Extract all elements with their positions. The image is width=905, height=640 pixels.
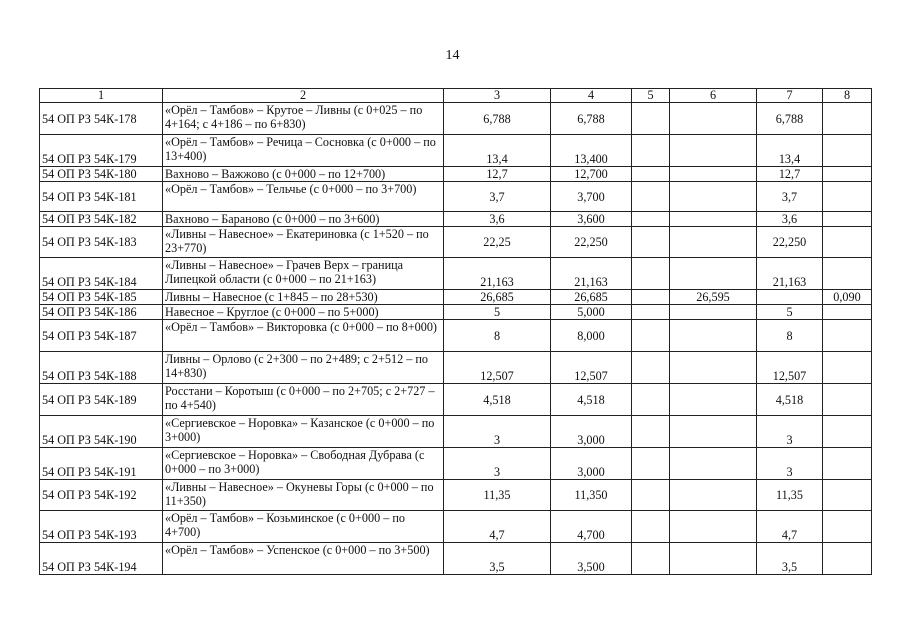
road-name-cell: Вахново – Важжово (с 0+000 – по 12+700) — [163, 167, 444, 182]
length-col7-cell — [757, 290, 823, 305]
length-col6-cell — [670, 384, 757, 416]
total-length-cell: 13,4 — [444, 135, 551, 167]
length-col8-cell — [823, 352, 872, 384]
length-col8-cell — [823, 416, 872, 448]
length-col8-cell — [823, 543, 872, 575]
total-length-cell: 21,163 — [444, 258, 551, 290]
table-row — [40, 167, 872, 182]
length-col7-cell: 4,7 — [757, 511, 823, 543]
length-col6-cell — [670, 182, 757, 212]
length-col5-cell — [632, 103, 670, 135]
length-col8-cell — [823, 448, 872, 480]
road-name-cell: «Сергиевское – Норовка» – Казанское (с 0+000 – по 3+000) — [163, 416, 444, 448]
column-number: 4 — [551, 89, 632, 103]
length-col5-cell — [632, 182, 670, 212]
length-col7-cell: 3,7 — [757, 182, 823, 212]
length-col7-cell: 6,788 — [757, 103, 823, 135]
table-row — [40, 305, 872, 320]
road-id-cell: 54 ОП РЗ 54К-178 — [40, 103, 163, 135]
road-id-cell: 54 ОП РЗ 54К-193 — [40, 511, 163, 543]
length-col5-cell — [632, 212, 670, 227]
total-length-cell: 4,7 — [444, 511, 551, 543]
length-col6-cell — [670, 416, 757, 448]
total-length-cell: 22,25 — [444, 227, 551, 258]
road-id-cell: 54 ОП РЗ 54К-192 — [40, 480, 163, 511]
table-row — [40, 212, 872, 227]
length-col7-cell: 22,250 — [757, 227, 823, 258]
length-col4-cell: 6,788 — [551, 103, 632, 135]
table-row — [40, 511, 872, 543]
length-col5-cell — [632, 167, 670, 182]
length-col6-cell — [670, 103, 757, 135]
length-col5-cell — [632, 448, 670, 480]
column-number: 8 — [823, 89, 872, 103]
road-id-cell: 54 ОП РЗ 54К-184 — [40, 258, 163, 290]
length-col8-cell — [823, 227, 872, 258]
length-col6-cell — [670, 480, 757, 511]
road-name-cell: «Орёл – Тамбов» – Крутое – Ливны (с 0+025 – по 4+164; с 4+186 – по 6+830) — [163, 103, 444, 135]
road-id-cell: 54 ОП РЗ 54К-187 — [40, 320, 163, 352]
table-row — [40, 290, 872, 305]
table-row — [40, 103, 872, 135]
length-col7-cell: 3,5 — [757, 543, 823, 575]
column-number-row — [40, 89, 872, 103]
column-number: 5 — [632, 89, 670, 103]
length-col8-cell — [823, 320, 872, 352]
length-col6-cell — [670, 543, 757, 575]
length-col4-cell: 22,250 — [551, 227, 632, 258]
road-name-cell: «Сергиевское – Норовка» – Свободная Дубрава (с 0+000 – по 3+000) — [163, 448, 444, 480]
total-length-cell: 6,788 — [444, 103, 551, 135]
length-col5-cell — [632, 135, 670, 167]
table-row — [40, 480, 872, 511]
road-name-cell: «Ливны – Навесное» – Окуневы Горы (с 0+000 – по 11+350) — [163, 480, 444, 511]
road-name-cell: «Орёл – Тамбов» – Викторовка (с 0+000 – по 8+000) — [163, 320, 444, 352]
column-number: 3 — [444, 89, 551, 103]
length-col7-cell: 8 — [757, 320, 823, 352]
road-name-cell: Ливны – Орлово (с 2+300 – по 2+489; с 2+512 – по 14+830) — [163, 352, 444, 384]
road-name-cell: «Ливны – Навесное» – Грачев Верх – граница Липецкой области (с 0+000 – по 21+163) — [163, 258, 444, 290]
length-col6-cell — [670, 167, 757, 182]
road-id-cell: 54 ОП РЗ 54К-182 — [40, 212, 163, 227]
length-col8-cell — [823, 384, 872, 416]
length-col4-cell: 8,000 — [551, 320, 632, 352]
road-name-cell: «Орёл – Тамбов» – Успенское (с 0+000 – по 3+500) — [163, 543, 444, 575]
roads-table — [39, 88, 872, 575]
length-col8-cell — [823, 167, 872, 182]
table-row — [40, 320, 872, 352]
length-col5-cell — [632, 480, 670, 511]
length-col5-cell — [632, 384, 670, 416]
length-col7-cell: 21,163 — [757, 258, 823, 290]
length-col5-cell — [632, 416, 670, 448]
total-length-cell: 12,7 — [444, 167, 551, 182]
column-number: 2 — [163, 89, 444, 103]
length-col4-cell: 3,700 — [551, 182, 632, 212]
road-name-cell: Навесное – Круглое (с 0+000 – по 5+000) — [163, 305, 444, 320]
length-col8-cell — [823, 480, 872, 511]
length-col4-cell: 4,518 — [551, 384, 632, 416]
total-length-cell: 12,507 — [444, 352, 551, 384]
length-col7-cell: 4,518 — [757, 384, 823, 416]
road-id-cell: 54 ОП РЗ 54К-180 — [40, 167, 163, 182]
length-col5-cell — [632, 305, 670, 320]
total-length-cell: 5 — [444, 305, 551, 320]
table-row — [40, 448, 872, 480]
road-id-cell: 54 ОП РЗ 54К-183 — [40, 227, 163, 258]
total-length-cell: 11,35 — [444, 480, 551, 511]
length-col5-cell — [632, 543, 670, 575]
length-col5-cell — [632, 352, 670, 384]
total-length-cell: 3,5 — [444, 543, 551, 575]
table-row — [40, 258, 872, 290]
road-name-cell: «Орёл – Тамбов» – Речица – Сосновка (с 0+000 – по 13+400) — [163, 135, 444, 167]
total-length-cell: 3,6 — [444, 212, 551, 227]
length-col6-cell — [670, 258, 757, 290]
road-id-cell: 54 ОП РЗ 54К-191 — [40, 448, 163, 480]
length-col7-cell: 5 — [757, 305, 823, 320]
length-col6-cell — [670, 320, 757, 352]
table-row — [40, 352, 872, 384]
road-id-cell: 54 ОП РЗ 54К-181 — [40, 182, 163, 212]
length-col4-cell: 3,000 — [551, 416, 632, 448]
road-name-cell: «Ливны – Навесное» – Екатериновка (с 1+520 – по 23+770) — [163, 227, 444, 258]
total-length-cell: 3,7 — [444, 182, 551, 212]
length-col8-cell — [823, 511, 872, 543]
length-col4-cell: 5,000 — [551, 305, 632, 320]
length-col8-cell — [823, 212, 872, 227]
road-id-cell: 54 ОП РЗ 54К-186 — [40, 305, 163, 320]
table-row — [40, 135, 872, 167]
road-name-cell: «Орёл – Тамбов» – Тельчье (с 0+000 – по 3+700) — [163, 182, 444, 212]
length-col5-cell — [632, 258, 670, 290]
table-row — [40, 227, 872, 258]
length-col4-cell: 3,600 — [551, 212, 632, 227]
road-name-cell: Росстани – Коротыш (с 0+000 – по 2+705; с 2+727 – по 4+540) — [163, 384, 444, 416]
length-col8-cell — [823, 258, 872, 290]
table-row — [40, 416, 872, 448]
length-col6-cell — [670, 227, 757, 258]
length-col8-cell — [823, 305, 872, 320]
length-col8-cell: 0,090 — [823, 290, 872, 305]
table-row — [40, 543, 872, 575]
length-col5-cell — [632, 511, 670, 543]
length-col6-cell — [670, 448, 757, 480]
length-col4-cell: 3,500 — [551, 543, 632, 575]
total-length-cell: 8 — [444, 320, 551, 352]
length-col6-cell — [670, 511, 757, 543]
length-col4-cell: 12,507 — [551, 352, 632, 384]
length-col7-cell: 3 — [757, 416, 823, 448]
length-col7-cell: 12,7 — [757, 167, 823, 182]
road-id-cell: 54 ОП РЗ 54К-189 — [40, 384, 163, 416]
length-col4-cell: 21,163 — [551, 258, 632, 290]
road-name-cell: Вахново – Бараново (с 0+000 – по 3+600) — [163, 212, 444, 227]
length-col5-cell — [632, 227, 670, 258]
length-col7-cell: 3 — [757, 448, 823, 480]
total-length-cell: 4,518 — [444, 384, 551, 416]
length-col4-cell: 26,685 — [551, 290, 632, 305]
road-name-cell: Ливны – Навесное (с 1+845 – по 28+530) — [163, 290, 444, 305]
length-col4-cell: 12,700 — [551, 167, 632, 182]
table-row — [40, 182, 872, 212]
length-col6-cell — [670, 352, 757, 384]
length-col4-cell: 4,700 — [551, 511, 632, 543]
length-col6-cell — [670, 305, 757, 320]
total-length-cell: 26,685 — [444, 290, 551, 305]
column-number: 1 — [40, 89, 163, 103]
column-number: 6 — [670, 89, 757, 103]
road-id-cell: 54 ОП РЗ 54К-188 — [40, 352, 163, 384]
length-col5-cell — [632, 290, 670, 305]
page-number: 14 — [445, 48, 460, 63]
road-id-cell: 54 ОП РЗ 54К-185 — [40, 290, 163, 305]
length-col5-cell — [632, 320, 670, 352]
length-col4-cell: 13,400 — [551, 135, 632, 167]
table-row — [40, 384, 872, 416]
length-col6-cell — [670, 135, 757, 167]
road-id-cell: 54 ОП РЗ 54К-179 — [40, 135, 163, 167]
length-col8-cell — [823, 182, 872, 212]
length-col7-cell: 12,507 — [757, 352, 823, 384]
length-col8-cell — [823, 103, 872, 135]
length-col7-cell: 11,35 — [757, 480, 823, 511]
road-name-cell: «Орёл – Тамбов» – Козьминское (с 0+000 – по 4+700) — [163, 511, 444, 543]
length-col4-cell: 3,000 — [551, 448, 632, 480]
length-col6-cell — [670, 212, 757, 227]
road-id-cell: 54 ОП РЗ 54К-194 — [40, 543, 163, 575]
length-col6-cell: 26,595 — [670, 290, 757, 305]
length-col7-cell: 3,6 — [757, 212, 823, 227]
column-number: 7 — [757, 89, 823, 103]
road-id-cell: 54 ОП РЗ 54К-190 — [40, 416, 163, 448]
length-col8-cell — [823, 135, 872, 167]
length-col7-cell: 13,4 — [757, 135, 823, 167]
total-length-cell: 3 — [444, 416, 551, 448]
length-col4-cell: 11,350 — [551, 480, 632, 511]
total-length-cell: 3 — [444, 448, 551, 480]
